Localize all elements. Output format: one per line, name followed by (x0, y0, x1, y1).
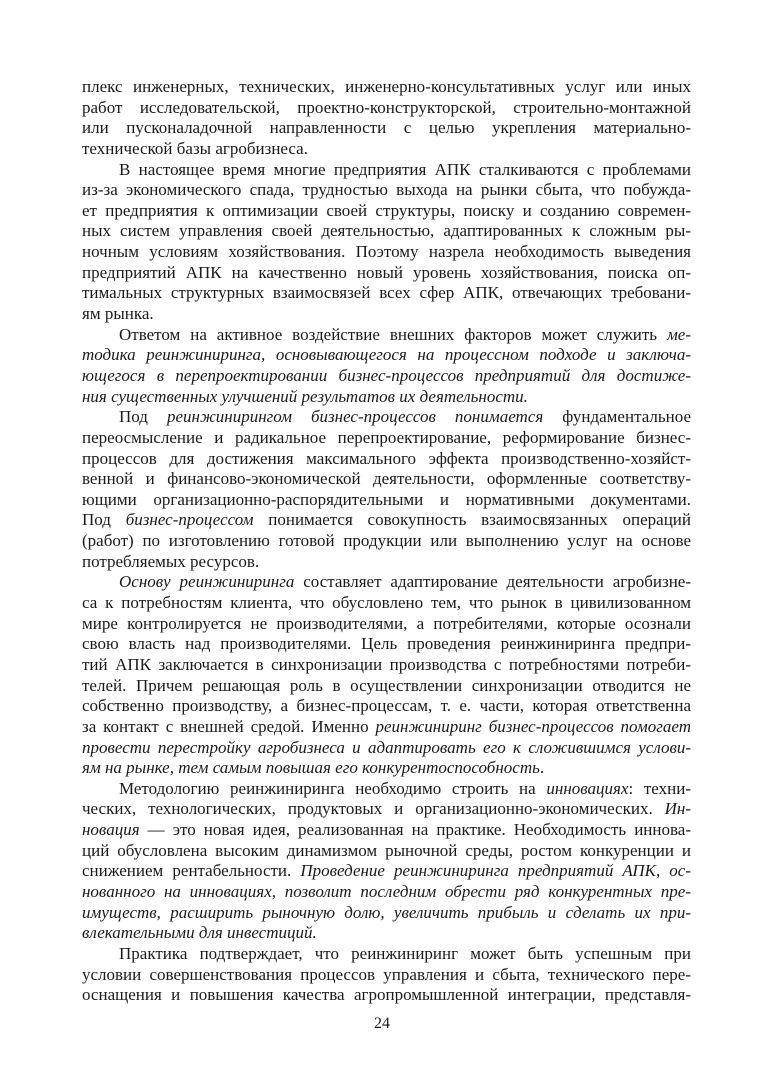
text-line (82, 242, 691, 263)
italic-text: ям на рынке, тем самым повышая его конкурентоспособность (82, 758, 540, 778)
text-line (82, 614, 691, 635)
text-run: венной и финансово-экономической деятельности, оформленные соответству- (82, 469, 691, 489)
text-run: ночным условиям хозяйствования. Поэтому назрела необходимость выведения (82, 242, 691, 262)
italic-text: бизнес-процессом (125, 510, 254, 530)
italic-text: Проведение реинжиниринга предприятий АПК, ос- (300, 861, 691, 881)
text-line (82, 531, 691, 552)
text-line (82, 221, 691, 242)
text-run: предприятий АПК на качественно новый уровень хозяйствования, поиска оп- (82, 262, 691, 282)
text-run: са к потребностям клиента, что обусловлено тем, что рынок в цивилизованном (82, 593, 691, 613)
text-run: понимается совокупность взаимосвязанных операций (253, 510, 692, 530)
italic-text: провести перестройку агробизнеса и адаптировать его к сложившимся услови- (82, 737, 691, 757)
text-run: свою власть над производителями. Цель проведения реинжиниринга предпри- (82, 634, 691, 654)
text-run: составляет адаптирование деятельности агробизне- (294, 572, 691, 592)
text-run: оснащения и повышения качества агропромышленной интеграции, представля- (82, 985, 691, 1005)
text-run: — это новая идея, реализованная на практике. Необходимость иннова- (139, 820, 691, 840)
text-run: за контакт с внешней средой. Именно (82, 716, 376, 736)
text-line (82, 655, 691, 676)
text-run: Методологию реинжиниринга необходимо строить на (119, 778, 547, 798)
text-run: ных систем управления своей деятельностью, адаптированных к сложным ры- (82, 221, 691, 241)
text-run: или пусконаладочной направленности с целью укрепления материально- (82, 118, 691, 138)
text-run: Ответом на активное воздействие внешних факторов может служить (119, 324, 667, 344)
text-run: ет предприятия к оптимизации своей структуры, поиску и созданию современ- (82, 200, 691, 220)
italic-text: реинжиниринг бизнес-процессов помогает (375, 716, 691, 736)
text-run: ций обусловлена высоким динамизмом рыночной среды, ростом конкуренции и (82, 840, 691, 860)
text-line (82, 118, 691, 139)
text-run: Практика подтверждает, что реинжиниринг может быть успешным при (119, 943, 691, 963)
text-line (82, 201, 691, 222)
text-line (82, 552, 691, 573)
text-line (82, 98, 691, 119)
text-line (82, 387, 691, 408)
text-run: процессов для достижения максимального эффекта производственно-хозяйст- (82, 448, 691, 468)
text-run: Под (82, 510, 126, 530)
text-run: фундаментальное (543, 407, 691, 427)
italic-text: Ин- (664, 799, 691, 819)
text-run: переосмысление и радикальное перепроектирование, реформирование бизнес- (82, 427, 691, 447)
italic-text: имуществ, расширить рыночную долю, увеличить прибыль и сделать их при- (82, 902, 691, 922)
text-run: технической базы агробизнеса. (82, 138, 308, 158)
text-line (82, 160, 691, 181)
text-line (82, 139, 691, 160)
text-line (82, 263, 691, 284)
text-run: работ исследовательской, проектно-конструкторской, строительно-монтажной (82, 97, 691, 117)
italic-text: реинжинирингом бизнес-процессов понимается (166, 407, 544, 427)
text-run: тий АПК заключается в синхронизации производства с потребностями потреби- (82, 654, 691, 674)
italic-text: влекательными для инвестиций. (82, 923, 317, 943)
italic-text: нованного на инновациях, позволит последним обрести ряд конкурентных пре- (82, 881, 691, 901)
text-line (82, 325, 691, 346)
text-line (82, 366, 691, 387)
text-line (82, 469, 691, 490)
text-run: снижением рентабельности. (82, 861, 301, 881)
italic-text: ющегося в перепроектировании бизнес-процессов предприятий для достиже- (82, 365, 691, 385)
italic-text: тодика реинжиниринга, основывающегося на процессном подходе и заключа- (82, 345, 691, 365)
text-run: условии совершенствования процессов управления и сбыта, технического пере- (82, 964, 691, 984)
page-number: 24 (374, 1015, 390, 1032)
text-line (82, 593, 691, 614)
text-line (82, 180, 691, 201)
italic-text: новация (82, 820, 140, 840)
text-line (82, 510, 691, 531)
text-run: из-за экономического спада, трудностью выхода на рынки сбыта, что побужда- (82, 180, 691, 200)
text-line (82, 944, 691, 965)
text-line (82, 407, 691, 428)
text-run: . (539, 758, 545, 778)
text-line (82, 77, 691, 98)
text-run: потребляемых ресурсов. (82, 551, 260, 571)
text-line (82, 903, 691, 924)
text-line (82, 923, 691, 944)
text-line (82, 345, 691, 366)
text-run: Под (119, 407, 167, 427)
text-line (82, 985, 691, 1006)
text-line (82, 490, 691, 511)
text-line (82, 283, 691, 304)
text-run: : техни- (628, 778, 691, 798)
page-body-text (82, 77, 691, 1006)
italic-text: инновациях (546, 778, 629, 798)
text-line (82, 304, 691, 325)
text-line (82, 449, 691, 470)
italic-text: ния существенных улучшений результатов их деятельности. (82, 386, 528, 406)
text-line (82, 779, 691, 800)
text-line (82, 965, 691, 986)
text-line (82, 861, 691, 882)
text-line (82, 841, 691, 862)
text-run: (работ) по изготовлению готовой продукции или выполнению услуг на основе (82, 531, 691, 551)
text-line (82, 696, 691, 717)
text-run: мире контролируется не производителями, а потребителями, которые осознали (82, 613, 691, 633)
text-line (82, 634, 691, 655)
text-run: телей. Причем решающая роль в осуществлении синхронизации отводится не (82, 675, 691, 695)
text-run: плекс инженерных, технических, инженерно-консультативных услуг или иных (82, 77, 691, 96)
text-run: тимальных структурных взаимосвязей всех сфер АПК, отвечающих требовани- (82, 283, 691, 303)
text-line (82, 428, 691, 449)
text-line (82, 820, 691, 841)
text-line (82, 799, 691, 820)
italic-text: Основу реинжиниринга (119, 572, 295, 592)
italic-text: ме- (666, 324, 691, 344)
text-run: ющими организационно-распорядительными и нормативными документами. (82, 489, 691, 509)
text-line (82, 676, 691, 697)
text-run: В настоящее время многие предприятия АПК сталкиваются с проблемами (119, 159, 691, 179)
text-run: собственно производству, а бизнес-процессам, т. е. части, которая ответственна (82, 696, 691, 716)
text-line (82, 717, 691, 738)
text-line (82, 758, 691, 779)
text-line (82, 572, 691, 593)
text-run: ям рынка. (82, 304, 154, 324)
text-run: ческих, технологических, продуктовых и организационно-экономических. (82, 799, 665, 819)
text-line (82, 738, 691, 759)
text-line (82, 882, 691, 903)
